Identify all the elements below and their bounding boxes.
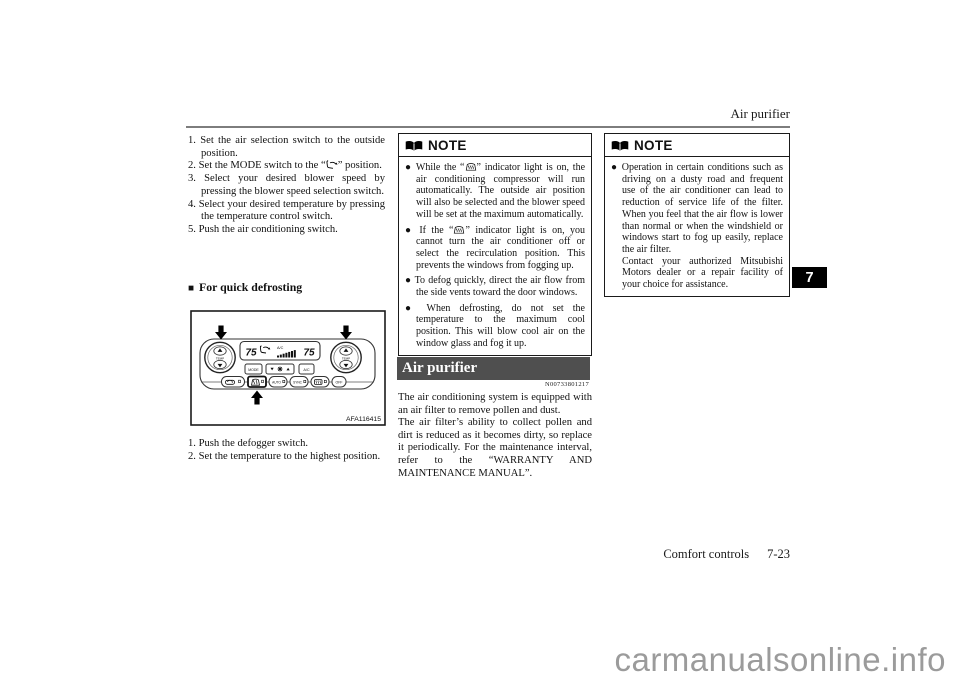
knob-label: TEMP — [341, 356, 351, 361]
driver-temp-knob[interactable] — [205, 342, 235, 372]
list-item: 2. Set the MODE switch to the “ ” position. — [188, 160, 382, 172]
knob-label: TEMP — [215, 356, 225, 361]
note-box-defrosting — [398, 133, 592, 356]
watermark: carmanualsonline.info — [614, 641, 946, 678]
ac-button[interactable] — [299, 364, 314, 374]
rear-defroster-button[interactable] — [311, 377, 329, 388]
defroster-icon — [465, 162, 477, 171]
section-ref-code: N00733801217 — [544, 381, 589, 388]
running-header: Air purifier — [730, 106, 790, 121]
note-book-icon — [405, 140, 423, 152]
mode-button[interactable] — [245, 364, 262, 374]
right-temp-value: 75 — [303, 347, 315, 359]
recirculation-button[interactable] — [222, 377, 245, 388]
auto-button[interactable] — [269, 377, 287, 388]
note-book-icon — [611, 140, 629, 152]
quick-defrost-heading: ■ For quick defrosting — [188, 280, 303, 294]
defroster-icon — [453, 225, 465, 234]
page-footer — [590, 547, 790, 562]
header-rule — [186, 126, 790, 128]
list-item: 4. Select your desired temperature by pressing the temperature control switch. — [188, 198, 385, 223]
air-purifier-body — [398, 392, 592, 480]
list-item: 3. Select your desired blower speed by pressing the blower speed selection switch. — [188, 173, 385, 197]
climate-control-panel — [190, 310, 386, 426]
list-item: 2. Set the temperature to the highest position. — [188, 450, 381, 462]
note-body — [399, 157, 591, 355]
ac-operation-steps — [188, 135, 385, 237]
svg-text:MODE: MODE — [248, 367, 259, 372]
passenger-temp-knob[interactable] — [331, 342, 361, 372]
note-body — [605, 157, 789, 296]
climate-control-figure — [190, 310, 386, 431]
defrost-steps — [188, 438, 385, 463]
footer-section-label: Comfort controls — [663, 547, 750, 561]
fan-icon — [278, 367, 283, 372]
left-temp-value: 75 — [245, 347, 257, 359]
note-bullet: ● If the “ ” indicator light is on, you cannot turn the air conditioner off or select the recirculation position. This prevents the windows from fogging up. — [405, 224, 585, 271]
display-ac-label: A/C — [277, 345, 284, 350]
note-header — [605, 134, 789, 157]
figure-code: AFA116415 — [345, 416, 381, 423]
svg-text:SYNC: SYNC — [293, 380, 302, 385]
temperature-display — [240, 342, 320, 361]
note-bullet: ● To defog quickly, direct the air flow from the side vents toward the door windows. — [405, 275, 585, 299]
front-defroster-button[interactable] — [248, 377, 266, 388]
svg-text:OFF: OFF — [335, 380, 343, 385]
blower-speed-button[interactable] — [266, 364, 294, 374]
airflow-mode-icon — [326, 160, 338, 169]
off-button[interactable] — [332, 377, 346, 388]
air-purifier-section-header: Air purifier — [397, 357, 590, 380]
note-bullet: ● While the “ ” indicator light is on, the air conditioning compressor will run automatically. The outside air position will also be selected and the blower speed will be set at the maximum automatically. — [405, 162, 586, 220]
body-paragraph: The air filter’s ability to collect pollen and dirt is reduced as it becomes dirty, so replace it periodically. For the maintenance interval, refer to the “WARRANTY AND MAINTENANCE MANUAL”. — [398, 417, 592, 479]
note-header — [399, 134, 591, 157]
note-bullet-continued: Contact your authorized Mitsubishi Motors dealer or a repair facility of your choice for assistance. — [622, 255, 783, 291]
square-marker-icon: ■ — [188, 283, 195, 294]
sync-button[interactable] — [290, 377, 308, 388]
note-bullet: ● Operation in certain conditions such as driving on a dusty road and frequent use of the air conditioner can lead to reduction of service life of the filter. When you feel that the air flow is lower than normal or when the windshield or windows start to fog up easily, replace the air filter. — [611, 162, 783, 255]
list-item: 1. Push the defogger switch. — [188, 438, 309, 449]
note-box-filter — [604, 133, 790, 297]
note-title: NOTE — [428, 138, 467, 153]
list-item: 1. Set the air selection switch to the outside position. — [188, 135, 385, 159]
note-title: NOTE — [634, 138, 673, 153]
chapter-tab: 7 — [792, 267, 827, 288]
footer-page-number: 7-23 — [767, 547, 790, 561]
body-paragraph: The air conditioning system is equipped with an air filter to remove pollen and dust. — [398, 392, 592, 416]
note-bullet: ● When defrosting, do not set the temperature to the maximum cool position. This will blow cool air on the window glass and fog it up. — [405, 302, 585, 349]
svg-text:A/C: A/C — [303, 367, 310, 372]
svg-text:AUTO: AUTO — [272, 380, 281, 385]
list-item: 5. Push the air conditioning switch. — [188, 223, 338, 235]
